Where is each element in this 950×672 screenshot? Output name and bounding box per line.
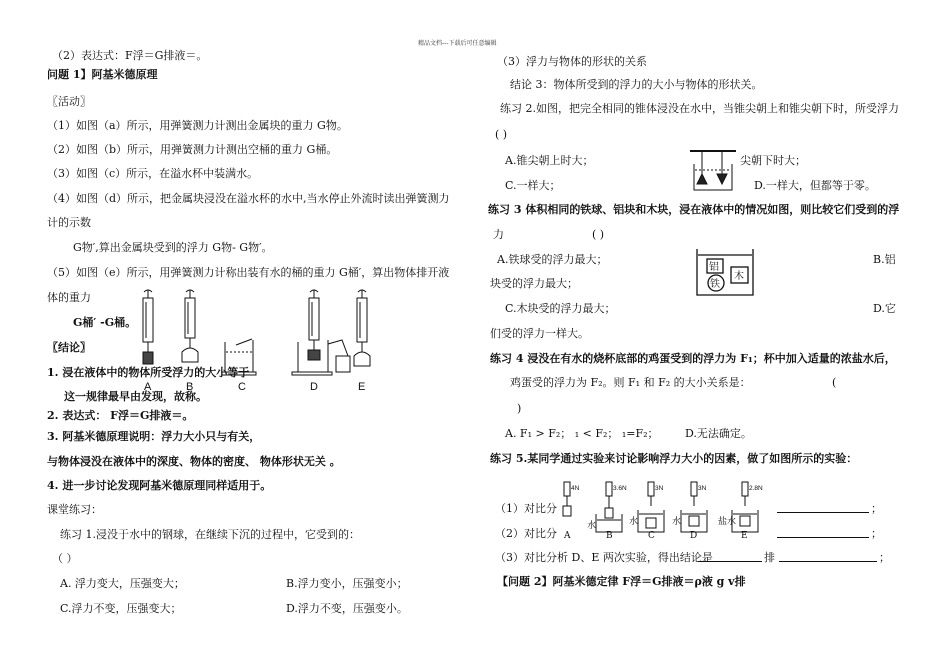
liquid-label-e: 盐水	[718, 517, 737, 527]
ex5-label-e: E	[741, 531, 748, 541]
exercise-4: 练习 4 浸没在有水的烧杯底部的鸡蛋受到的浮力为 F₁；杯中加入适量的浓盐水后，	[490, 352, 896, 365]
reading-c: 3N	[655, 485, 664, 492]
exercise-3-option-c: C.木块受的浮力最大；	[505, 302, 616, 315]
exercise-5-q2-end: ；	[871, 527, 882, 540]
exercise-3-option-b: B.铝	[873, 253, 896, 266]
scale-a	[143, 290, 153, 364]
scale-d	[292, 290, 350, 375]
exercise-3-word: 力	[493, 228, 504, 241]
reading-b: 3.6N	[613, 485, 627, 492]
label-aluminum: 铝	[709, 262, 719, 273]
exercise-1: 练习 1.浸没于水中的钢球，在继续下沉的过程中，它受到的：	[60, 528, 360, 541]
conclusion-4: 4. 进一步讨论发现阿基米德原理同样适用于。	[47, 479, 272, 492]
step-5-cont: 体的重力	[47, 291, 91, 304]
exercise-3-option-b-cont: 块受的浮力最大；	[490, 277, 578, 290]
exercise-5-q1-end: ；	[871, 502, 882, 515]
exercise-4-bracket-close: )	[517, 402, 522, 415]
exercise-2-bracket: ( )	[495, 128, 508, 141]
question-2-heading: 【问题 2】阿基米德定律 F浮＝G排液＝ρ液 g v排	[497, 575, 746, 588]
step-5: （5）如图（e）所示，用弹簧测力计称出装有水的桶的重力 G桶′，算出物体排开液	[47, 266, 450, 279]
label-wood: 木	[734, 271, 744, 282]
exercise-2-option-b: 尖朝下时大；	[740, 154, 806, 167]
step-1: （1）如图（a）所示，用弹簧测力计测出金属块的重力 G物。	[47, 119, 348, 132]
shape-section: （3）浮力与物体的形状的关系	[497, 55, 647, 68]
ex5-label-a: A	[564, 531, 571, 541]
exercise-5-q1-blank[interactable]	[777, 502, 869, 513]
blocks-in-liquid-figure	[695, 245, 755, 297]
figure-label-d: D	[310, 381, 318, 393]
exercise-3-bracket: ( )	[592, 228, 605, 241]
exercise-2-option-c: C.一样大；	[505, 179, 561, 192]
exercise-4-question: 鸡蛋受的浮力为 F₂。则 F₁ 和 F₂ 的大小关系是：	[510, 376, 751, 389]
exercise-4-options-abc: A. F₁ > F₂； ₁ < F₂； ₁=F₂；	[505, 427, 659, 440]
exercise-3-option-d-cont: 们受的浮力一样大。	[490, 327, 589, 340]
conclusion-1-cont: 这一规律最早由发现，故称。	[64, 390, 207, 403]
exercise-4-bracket-open: (	[832, 376, 837, 389]
activity-heading: 〖活动〗	[47, 95, 91, 108]
archimedes-experiment-figure	[130, 290, 380, 395]
exercise-5-q3-mid: 排	[764, 551, 775, 564]
ex5-label-c: C	[648, 531, 655, 541]
exercise-3-option-a: A.铁球受的浮力最大；	[497, 253, 608, 266]
exercise-5: 练习 5.某同学通过实验来讨论影响浮力大小的因素，做了如图所示的实验：	[490, 452, 858, 465]
expression-line: （2）表达式：F浮＝G排液＝。	[52, 49, 208, 62]
ex5-label-d: D	[690, 531, 698, 541]
question-1-heading: 问题 1】阿基米德原理	[47, 68, 158, 81]
reading-d: 3N	[698, 485, 707, 492]
exercise-1-bracket: （ ）	[52, 552, 78, 565]
label-iron: 铁	[710, 279, 720, 290]
exercise-1-option-c: C.浮力不变，压强变大；	[60, 602, 182, 615]
exercise-5-q3-blank-2[interactable]	[779, 551, 877, 562]
exercise-2: 练习 2.如图，把完全相同的锥体浸没在水中，当锥尖朝上和锥尖朝下时，所受浮力	[500, 102, 899, 115]
cone-figure	[688, 148, 738, 194]
step-5-formula: G桶′ -G桶。	[73, 316, 137, 329]
exercise-1-option-b: B.浮力变小，压强变小；	[286, 577, 408, 590]
conclusion-2: 2. 表达式： F浮＝G排液＝。	[47, 409, 194, 422]
conclusion-3-shape: 结论 3：物体所受到的浮力的大小与物体的形状关。	[510, 78, 763, 91]
exercise-3-option-d: D.它	[873, 302, 896, 315]
step-2: （2）如图（b）所示，用弹簧测力计测出空桶的重力 G桶。	[47, 143, 338, 156]
ex5-label-b: B	[606, 531, 613, 541]
exercise-5-q2-blank[interactable]	[777, 527, 869, 538]
exercise-5-q2: （2）对比分	[495, 527, 557, 540]
step-3: （3）如图（c）所示，在溢水杯中装满水。	[47, 167, 259, 180]
liquid-label-d: 水	[672, 517, 682, 527]
scale-e	[354, 290, 370, 366]
page-header: 精品文档---下载后可任意编辑	[418, 40, 497, 47]
figure-label-b: B	[186, 381, 194, 393]
step-4-cont: 计的示数	[47, 216, 91, 229]
overflow-cup-c	[222, 339, 256, 375]
exercise-5-q3-end: ；	[879, 551, 890, 564]
figure-label-e: E	[358, 381, 366, 393]
exercise-1-option-a: A. 浮力变大，压强变大；	[60, 577, 185, 590]
figure-label-c: C	[238, 381, 246, 393]
scale-b	[182, 290, 198, 362]
exercise-1-option-d: D.浮力不变，压强变小。	[286, 602, 408, 615]
exercise-5-q3: （3）对比分析 D、E 两次实验，得出结论是	[495, 551, 713, 564]
conclusion-1: 1. 浸在液体中的物体所受浮力的大小等于	[47, 366, 250, 379]
exercise-2-option-a: A.锥尖朝上时大；	[505, 154, 594, 167]
classroom-practice: 课堂练习：	[47, 503, 102, 516]
exercise-5-q3-blank-1[interactable]	[698, 551, 762, 562]
exercise-5-q1: （1）对比分	[495, 502, 557, 515]
exercise-5-figure	[560, 476, 770, 540]
step-4-formula: G物′,算出金属块受到的浮力 G物- G物′。	[73, 241, 273, 254]
conclusion-3: 3. 阿基米德原理说明：浮力大小只与有关，	[47, 430, 261, 443]
reading-e: 2.8N	[749, 485, 763, 492]
figure-label-a: A	[144, 381, 152, 393]
liquid-label-c: 水	[629, 517, 639, 527]
exercise-4-option-d: D.无法确定。	[685, 427, 752, 440]
step-4: （4）如图（d）所示，把金属块浸没在溢水杯的水中,当水停止外流时读出弹簧测力	[47, 192, 450, 205]
exercise-3: 练习 3 体积相同的铁球、铝块和木块，浸在液体中的情况如图，则比较它们受到的浮	[488, 203, 900, 216]
exercise-2-option-d: D.一样大，但都等于零。	[754, 179, 876, 192]
reading-a: 4N	[571, 485, 580, 492]
conclusion-3-cont: 与物体浸没在液体中的深度、物体的密度、 物体形状无关 。	[47, 455, 341, 468]
liquid-label-b: 水	[587, 521, 597, 531]
conclusion-heading: 〖结论〗	[47, 341, 91, 354]
